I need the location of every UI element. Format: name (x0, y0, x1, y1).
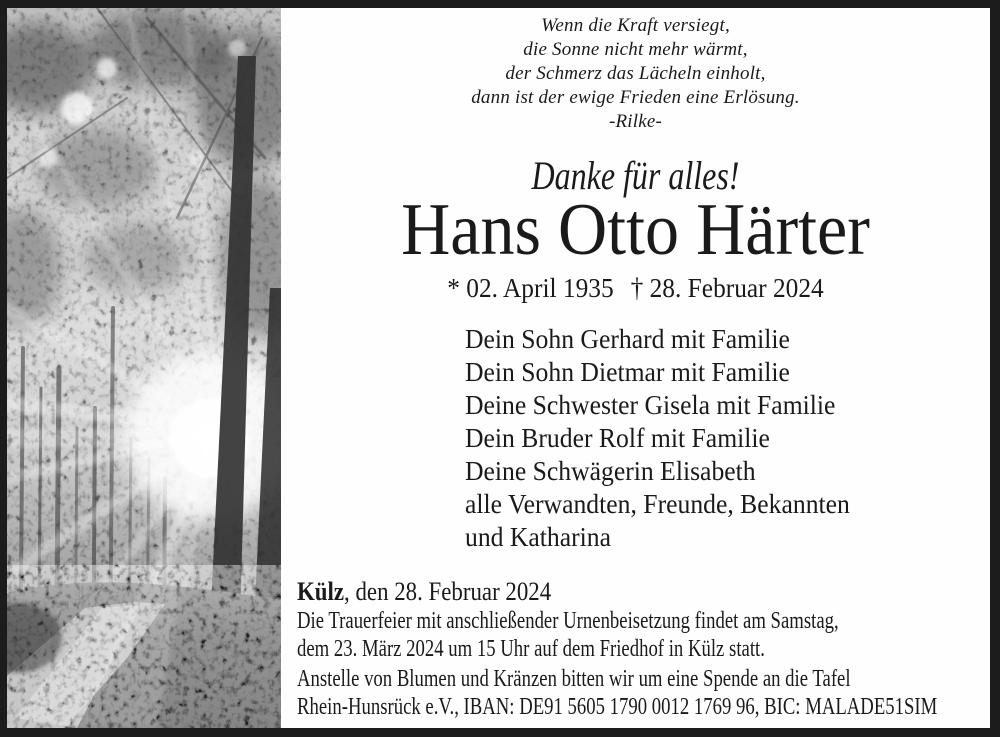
forest-sunlight-photo (7, 8, 281, 728)
thanks-line: Danke für alles! (531, 153, 740, 198)
funeral-line: Die Trauerfeier mit anschließender Urnenbeisetzung findet am Samstag, (297, 608, 839, 634)
place-date-suffix: , den 28. Februar 2024 (344, 577, 552, 606)
mourner-line: Dein Bruder Rolf mit Familie (465, 423, 770, 453)
life-dates (302, 272, 968, 304)
donation-line: Rhein-Hunsrück e.V., IBAN: DE91 5605 1790 0012 1769 96, BIC: MALADE51SIM (297, 694, 938, 720)
quote-line: Wenn die Kraft versiegt, (541, 15, 730, 36)
funeral-line: dem 23. März 2024 um 15 Uhr auf dem Friedhof in Külz statt. (297, 636, 765, 662)
mourner-line: Dein Sohn Gerhard mit Familie (465, 324, 790, 354)
place-name: Külz (297, 577, 345, 606)
birth-date: * 02. April 1935 (447, 273, 614, 303)
mourners-list (465, 323, 850, 554)
place-date-line (297, 576, 551, 607)
mourner-line: alle Verwandten, Freunde, Bekannten (465, 489, 850, 519)
quote-line: dann ist der ewige Frieden eine Erlösung. (471, 87, 800, 108)
mourner-line: und Katharina (465, 522, 612, 552)
notice-content (281, 8, 990, 728)
mourner-line: Deine Schwester Gisela mit Familie (465, 390, 836, 420)
notice-sheet (7, 8, 990, 728)
mourner-line: Deine Schwägerin Elisabeth (465, 456, 756, 486)
donation-line: Anstelle von Blumen und Kränzen bitten wir um eine Spende an die Tafel (297, 666, 851, 692)
donation-info (297, 665, 937, 721)
deceased-name: Hans Otto Härter (401, 189, 870, 271)
quote-line: der Schmerz das Lächeln einholt, (505, 63, 766, 84)
memorial-quote (281, 14, 990, 134)
funeral-info (297, 607, 839, 663)
quote-attribution: -Rilke- (608, 111, 663, 132)
mourner-line: Dein Sohn Dietmar mit Familie (465, 357, 790, 387)
quote-line: die Sonne nicht mehr wärmt, (523, 39, 748, 60)
death-date: † 28. Februar 2024 (630, 273, 824, 303)
